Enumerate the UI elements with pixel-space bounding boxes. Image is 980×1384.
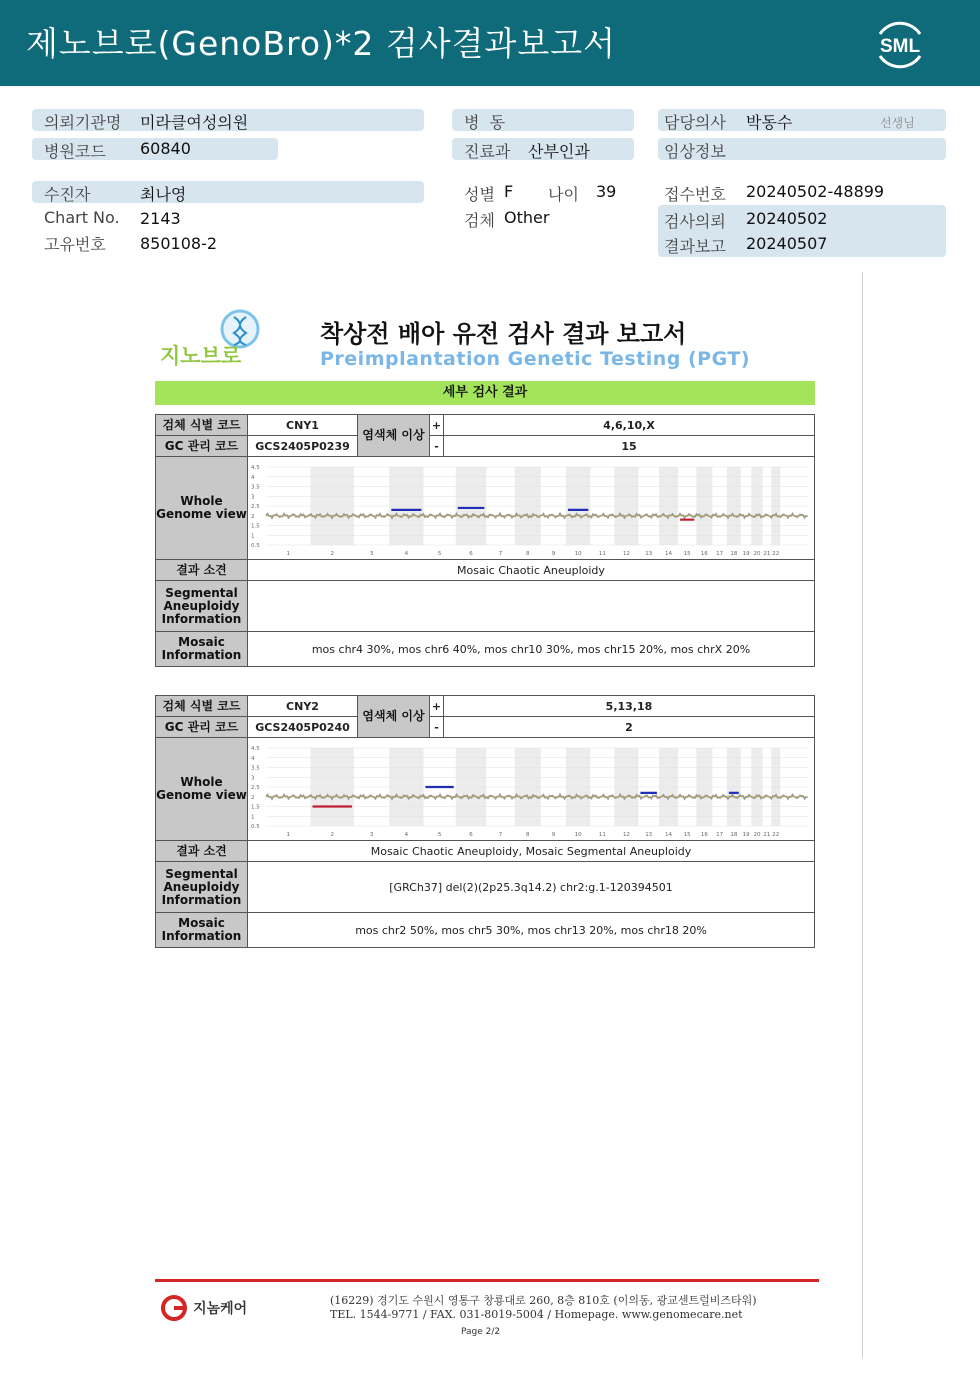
x-tick-label: 19 — [742, 551, 750, 557]
gc-code-header: GC 관리 코드 — [156, 717, 248, 738]
y-tick-label: 3.5 — [251, 484, 260, 491]
sample-table — [155, 695, 815, 948]
sml-logo — [868, 12, 932, 76]
plus-sign: + — [430, 696, 444, 717]
result-value: Mosaic Chaotic Aneuploidy — [248, 560, 815, 581]
y-tick-label: 0.5 — [251, 543, 260, 549]
gain-chromosomes: 5,13,18 — [444, 696, 815, 717]
y-tick-label: 4 — [251, 474, 255, 481]
y-tick-label: 0.5 — [251, 824, 260, 830]
x-tick-label: 8 — [526, 551, 530, 557]
x-tick-label: 4 — [404, 551, 409, 557]
whole-genome-chart — [248, 738, 814, 840]
x-tick-label: 19 — [742, 832, 750, 838]
hospital-code-label: 병원코드 — [44, 142, 106, 161]
footer-address: (16229) 경기도 수원시 영통구 창룡대로 260, 8층 810호 (이의동, 광교센트럴비즈타워) — [330, 1294, 757, 1307]
doctor-label: 담당의사 — [664, 113, 726, 132]
segmental-value — [248, 581, 815, 632]
x-tick-label: 2 — [330, 832, 334, 838]
dept-value: 산부인과 — [528, 142, 590, 161]
x-tick-label: 22 — [772, 832, 780, 838]
x-tick-label: 15 — [683, 832, 691, 838]
footer-divider — [155, 1279, 819, 1282]
gc-code: GCS2405P0239 — [248, 436, 358, 457]
mosaic-value: mos chr4 30%, mos chr6 40%, mos chr10 30%, mos chr15 20%, mos chrX 20% — [248, 632, 815, 667]
request-value: 20240502 — [746, 209, 828, 228]
whole-genome-chart — [248, 457, 814, 559]
x-tick-label: 8 — [526, 832, 530, 838]
specimen-code: CNY2 — [248, 696, 358, 717]
whole-genome-cell — [248, 457, 815, 560]
y-tick-label: 3 — [251, 775, 255, 782]
loss-chromosomes: 2 — [444, 717, 815, 738]
x-tick-label: 21 — [763, 832, 771, 838]
mosaic-header: Mosaic Information — [156, 632, 248, 667]
x-tick-label: 16 — [700, 551, 708, 557]
segmental-header: Segmental Aneuploidy Information — [156, 581, 248, 632]
x-tick-label: 14 — [665, 832, 673, 838]
loss-chromosomes: 15 — [444, 436, 815, 457]
genobro-logo — [160, 305, 275, 369]
minus-sign: - — [430, 717, 444, 738]
genomecare-logo — [160, 1294, 247, 1322]
x-tick-label: 17 — [716, 832, 724, 838]
x-tick-label: 7 — [498, 551, 503, 557]
whole-genome-header: Whole Genome view — [156, 738, 248, 841]
x-tick-label: 10 — [574, 551, 582, 557]
whole-genome-cell — [248, 738, 815, 841]
sex-value: F — [504, 182, 514, 201]
result-header: 결과 소견 — [156, 841, 248, 862]
y-tick-label: 1 — [251, 533, 255, 540]
x-tick-label: 5 — [437, 832, 442, 838]
ward-label: 병 동 — [464, 113, 506, 132]
specimen-code-header: 검체 식별 코드 — [156, 415, 248, 436]
patient-label: 수진자 — [44, 185, 91, 204]
x-tick-label: 20 — [753, 551, 761, 557]
mosaic-header: Mosaic Information — [156, 913, 248, 948]
y-tick-label: 4.5 — [251, 746, 260, 752]
hospital-code-value: 60840 — [140, 139, 191, 158]
institution-value: 미라클여성의원 — [140, 113, 249, 132]
mosaic-value: mos chr2 50%, mos chr5 30%, mos chr13 20%, mos chr18 20% — [248, 913, 815, 948]
specimen-code-header: 검체 식별 코드 — [156, 696, 248, 717]
y-tick-label: 2 — [251, 513, 255, 520]
x-tick-label: 3 — [369, 832, 374, 838]
gc-code: GCS2405P0240 — [248, 717, 358, 738]
genomecare-icon — [160, 1294, 188, 1322]
request-label: 검사의뢰 — [664, 212, 726, 231]
y-tick-label: 2.5 — [251, 785, 260, 791]
footer-address-block — [330, 1294, 757, 1322]
chrom-abn-header: 염색체 이상 — [358, 415, 430, 457]
page-edge — [862, 272, 863, 1358]
x-tick-label: 9 — [551, 832, 556, 838]
x-tick-label: 16 — [700, 832, 708, 838]
result-header: 결과 소견 — [156, 560, 248, 581]
x-tick-label: 1 — [286, 551, 290, 557]
x-tick-label: 11 — [598, 551, 606, 557]
x-tick-label: 20 — [753, 832, 761, 838]
x-tick-label: 22 — [772, 551, 780, 557]
genomecare-text: 지놈케어 — [193, 1301, 248, 1317]
x-tick-label: 18 — [730, 832, 738, 838]
page-title: 제노브로(GenoBro)*2 검사결과보고서 — [26, 24, 617, 63]
report-date-value: 20240507 — [746, 234, 828, 253]
x-tick-label: 3 — [369, 551, 374, 557]
gain-chromosomes: 4,6,10,X — [444, 415, 815, 436]
gc-code-header: GC 관리 코드 — [156, 436, 248, 457]
x-tick-label: 9 — [551, 551, 556, 557]
logo-text: SML — [879, 36, 921, 57]
specimen-value: Other — [504, 208, 550, 227]
chart-no-label: Chart No. — [44, 208, 120, 227]
chrom-abn-header: 염색체 이상 — [358, 696, 430, 738]
patient-row — [32, 181, 424, 203]
uid-value: 850108-2 — [140, 234, 218, 253]
x-tick-label: 13 — [645, 551, 653, 557]
y-tick-label: 3.5 — [251, 765, 260, 772]
age-value: 39 — [596, 182, 617, 201]
segmental-value: [GRCh37] del(2)(2p25.3q14.2) chr2:g.1-120394501 — [248, 862, 815, 913]
institution-label: 의뢰기관명 — [44, 113, 122, 132]
x-tick-label: 2 — [330, 551, 334, 557]
specimen-code: CNY1 — [248, 415, 358, 436]
segmental-header: Segmental Aneuploidy Information — [156, 862, 248, 913]
x-tick-label: 6 — [469, 832, 473, 838]
x-tick-label: 11 — [598, 832, 606, 838]
x-tick-label: 1 — [286, 832, 290, 838]
age-label: 나이 — [548, 185, 579, 204]
report-title: 착상전 배아 유전 검사 결과 보고서 — [320, 320, 687, 348]
genobro-logo-text: 지노브로 — [160, 344, 242, 368]
x-tick-label: 17 — [716, 551, 724, 557]
doctor-value: 박동수 — [746, 113, 793, 132]
chart-no-value: 2143 — [140, 209, 181, 228]
y-tick-label: 4 — [251, 755, 255, 762]
y-tick-label: 3 — [251, 494, 255, 501]
page-number: Page 2/2 — [461, 1327, 501, 1337]
footer-contact: TEL. 1544-9771 / FAX. 031-8019-5004 / Homepage. www.genomecare.net — [330, 1308, 743, 1321]
x-tick-label: 15 — [683, 551, 691, 557]
y-tick-label: 1.5 — [251, 523, 260, 530]
plus-sign: + — [430, 415, 444, 436]
y-tick-label: 4.5 — [251, 465, 260, 471]
x-tick-label: 5 — [437, 551, 442, 557]
y-tick-label: 2 — [251, 794, 255, 801]
patient-value: 최나영 — [140, 185, 187, 204]
uid-label: 고유번호 — [44, 235, 106, 254]
result-value: Mosaic Chaotic Aneuploidy, Mosaic Segmental Aneuploidy — [248, 841, 815, 862]
receipt-label: 접수번호 — [664, 185, 726, 204]
x-tick-label: 4 — [404, 832, 409, 838]
x-tick-label: 12 — [622, 832, 630, 838]
y-tick-label: 1.5 — [251, 804, 260, 811]
sample-table — [155, 414, 815, 667]
sex-label: 성별 — [464, 185, 495, 204]
clinical-label: 임상정보 — [664, 142, 726, 161]
dept-label: 진료과 — [464, 142, 511, 161]
x-tick-label: 7 — [498, 832, 503, 838]
x-tick-label: 21 — [763, 551, 771, 557]
x-tick-label: 13 — [645, 832, 653, 838]
x-tick-label: 6 — [469, 551, 473, 557]
report-date-label: 결과보고 — [664, 237, 726, 256]
report-subtitle: Preimplantation Genetic Testing (PGT) — [320, 348, 750, 370]
section-title: 세부 검사 결과 — [155, 381, 815, 405]
minus-sign: - — [430, 436, 444, 457]
y-tick-label: 1 — [251, 814, 255, 821]
y-tick-label: 2.5 — [251, 504, 260, 510]
x-tick-label: 18 — [730, 551, 738, 557]
receipt-value: 20240502-48899 — [746, 182, 885, 201]
x-tick-label: 14 — [665, 551, 673, 557]
specimen-label: 검체 — [464, 211, 495, 230]
x-tick-label: 12 — [622, 551, 630, 557]
whole-genome-header: Whole Genome view — [156, 457, 248, 560]
x-tick-label: 10 — [574, 832, 582, 838]
doctor-suffix: 선생님 — [880, 116, 915, 130]
